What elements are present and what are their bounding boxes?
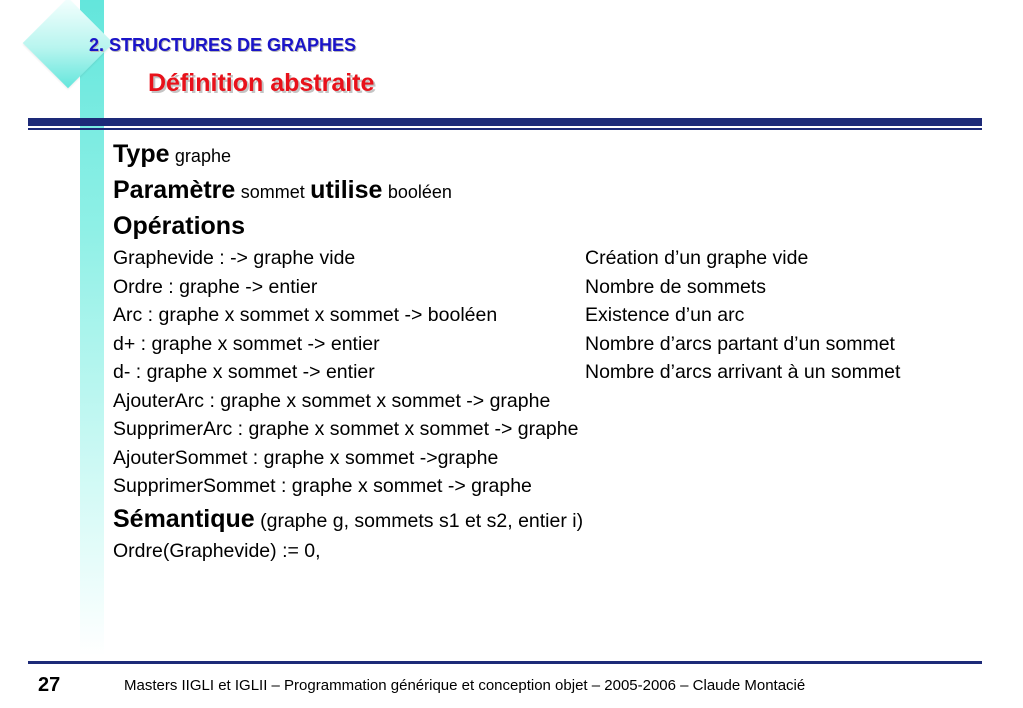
type-line: [113, 136, 993, 172]
semantics-keyword: Sémantique: [113, 504, 255, 533]
operation-description: Création d’un graphe vide: [585, 247, 809, 269]
operation-row: [113, 387, 993, 416]
header-divider: [28, 118, 982, 132]
decorative-side-bar: [80, 0, 104, 656]
uses-keyword: utilise: [310, 176, 383, 204]
semantics-line: [113, 501, 993, 537]
header-divider-thick: [28, 118, 982, 126]
operation-signature: d+ : graphe x sommet -> entier: [113, 332, 380, 355]
parameter-line: [113, 172, 993, 208]
operation-row: [113, 273, 993, 302]
parameter-keyword: Paramètre: [113, 176, 236, 204]
type-keyword: Type: [113, 140, 170, 168]
operation-signature: SupprimerSommet : graphe x sommet -> graphe: [113, 475, 532, 497]
operation-row: [113, 301, 993, 330]
page-number: 27: [38, 674, 61, 696]
semantics-params: (graphe g, sommets s1 et s2, entier i): [260, 509, 584, 532]
footer-text: Masters IIGLI et IGLII – Programmation générique et conception objet – 2005-2006 – Claude Montacié: [124, 677, 806, 694]
operation-row: [113, 358, 993, 387]
operation-signature: SupprimerArc : graphe x sommet x sommet -> graphe: [113, 418, 579, 440]
parameter-name: sommet: [240, 182, 305, 202]
operations-keyword: Opérations: [113, 212, 245, 240]
axiom-line: [113, 537, 993, 566]
operation-description: Nombre de sommets: [585, 275, 766, 298]
operation-row: [113, 444, 993, 473]
operation-signature: AjouterArc : graphe x sommet x sommet -> graphe: [113, 389, 551, 412]
operation-row: [113, 472, 993, 501]
header-divider-thin: [28, 128, 982, 130]
operations-heading: [113, 208, 993, 244]
operation-signature: d- : graphe x sommet -> entier: [113, 361, 375, 383]
uses-name: booléen: [387, 182, 452, 202]
type-name: graphe: [174, 146, 231, 166]
operation-description: Nombre d’arcs partant d’un sommet: [585, 332, 895, 355]
section-title: 2. STRUCTURES DE GRAPHES: [89, 35, 357, 55]
operation-row: [113, 330, 993, 359]
operations-list: [113, 244, 993, 501]
operation-signature: Ordre : graphe -> entier: [113, 275, 318, 298]
operation-row: [113, 415, 993, 444]
axiom-text: Ordre(Graphevide) := 0,: [113, 539, 321, 562]
footer-divider: [28, 661, 982, 664]
slide-content: [113, 136, 993, 565]
operation-description: Existence d’un arc: [585, 304, 745, 326]
operation-signature: Arc : graphe x sommet x sommet -> booléen: [113, 304, 498, 326]
slide-title: Définition abstraite: [148, 69, 375, 97]
operation-description: Nombre d’arcs arrivant à un sommet: [585, 361, 901, 383]
operation-signature: Graphevide : -> graphe vide: [113, 247, 356, 269]
operation-row: [113, 244, 993, 273]
operation-signature: AjouterSommet : graphe x sommet ->graphe: [113, 446, 499, 469]
